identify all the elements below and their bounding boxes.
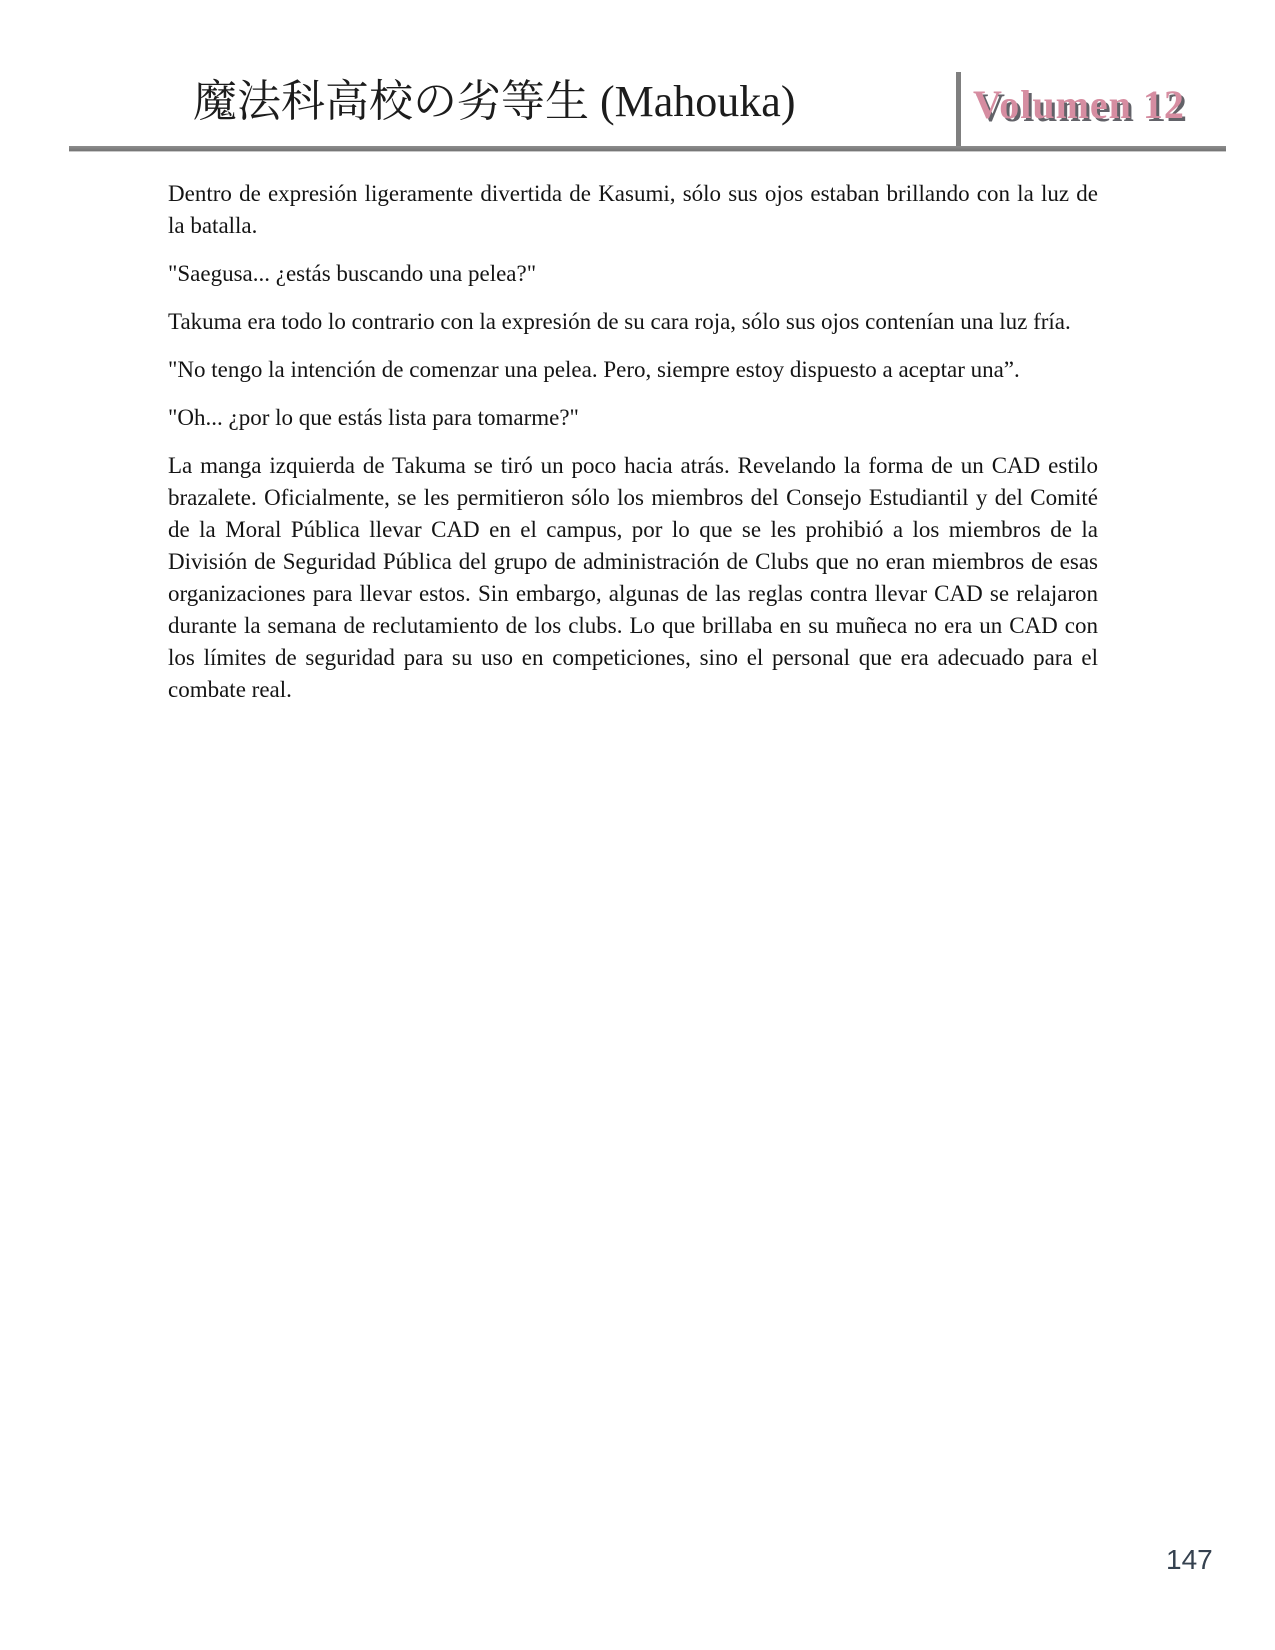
header-vertical-divider [956,72,961,151]
header-rule [69,146,1226,152]
page-number: 147 [1166,1544,1213,1575]
paragraph: "Saegusa... ¿estás buscando una pelea?" [168,261,537,286]
paragraph: Dentro de expresión ligeramente divertida de Kasumi, sólo sus ojos estaban brillando con la luz de la batalla. [168,181,1098,238]
volume-label: Volumen 12 [973,82,1185,127]
paragraph: La manga izquierda de Takuma se tiró un poco hacia atrás. Revelando la forma de un CAD estilo brazalete. Oficialmente, se les permitieron sólo los miembros del Consejo Estudiantil y del Comité de la Moral Pública llevar CAD en el campus, por lo que se les prohibió a los miembros de la División de Seguridad Pública del grupo de administración de Clubs que no eran miembros de esas organizaciones para llevar estos. Sin embargo, algunas de las reglas contra llevar CAD se relajaron durante la semana de reclutamiento de los clubs. Lo que brillaba en su muñeca no era un CAD con los límites de seguridad para su uso en competiciones, sino el personal que era adecuado para el combate real. [168,453,1098,702]
paragraph: Takuma era todo lo contrario con la expresión de su cara roja, sólo sus ojos contenían una luz fría. [168,309,1071,334]
paragraph: "No tengo la intención de comenzar una pelea. Pero, siempre estoy dispuesto a aceptar una”. [168,357,1020,382]
paragraph: "Oh... ¿por lo que estás lista para tomarme?" [168,405,579,430]
page-title: 魔法科高校の劣等生 (Mahouka) [193,77,796,126]
body-text [168,178,1098,722]
